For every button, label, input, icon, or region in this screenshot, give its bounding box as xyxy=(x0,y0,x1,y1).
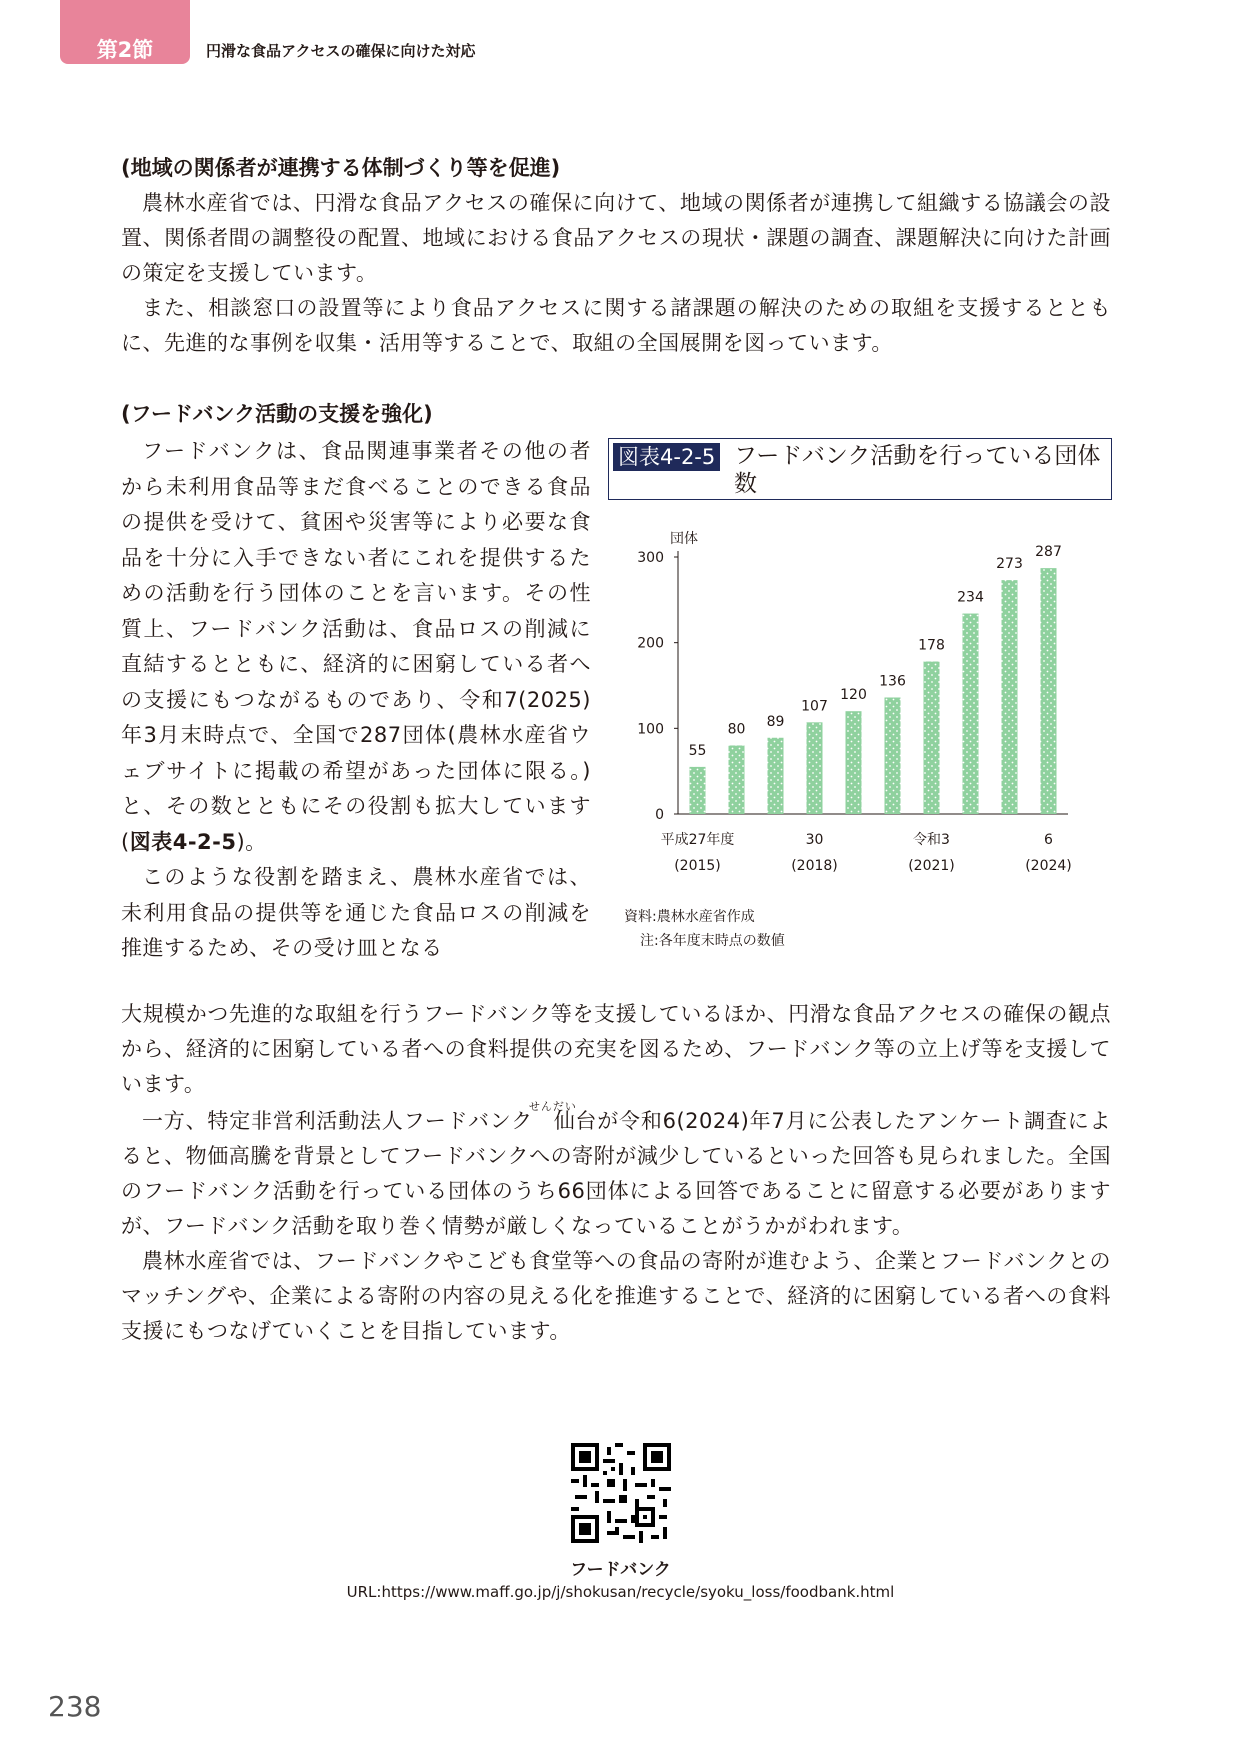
y-tick-label: 0 xyxy=(655,807,664,823)
bar-chart xyxy=(608,512,1078,892)
figure-label: 図表4-2-5 xyxy=(613,443,720,471)
bar xyxy=(729,745,745,814)
bar xyxy=(924,662,940,814)
section-tab-label: 第2節 xyxy=(96,38,154,62)
data-label: 107 xyxy=(801,698,828,715)
y-tick-label: 300 xyxy=(637,550,664,566)
ruby-word: せんだい 仙台 xyxy=(533,1104,597,1139)
ruby-reading: せんだい xyxy=(528,1100,577,1113)
body-continued xyxy=(121,997,1111,1349)
data-label: 234 xyxy=(957,589,984,606)
y-axis-title: 団体 xyxy=(670,531,698,547)
paragraph: 一方、特定非営利活動法人フードバンク せんだい 仙台が令和6(2024)年7月に公表したアンケート調査によると、物価高騰を背景としてフードバンクへの寄附が減少しているといった回答も見られました。全国のフードバンク活動を行っている団体のうち66団体による回答であることに留意する必要がありますが、フードバンク活動を取り巻く情勢が厳しくなっていることがうかがわれます。 xyxy=(121,1104,1111,1244)
paragraph: また、相談窓口の設置等により食品アクセスに関する諸課題の解決のための取組を支援するとともに、先進的な事例を収集・活用等することで、取組の全国展開を図っています。 xyxy=(121,296,1111,355)
figure-note: 注:各年度末時点の数値 xyxy=(640,933,785,949)
data-label: 273 xyxy=(996,556,1023,573)
y-tick-label: 200 xyxy=(637,635,664,652)
bar xyxy=(768,738,784,814)
x-tick-sublabel: (2024) xyxy=(1025,858,1072,874)
x-tick-label: 平成27年度 xyxy=(660,832,735,848)
section-regional-collaboration xyxy=(121,150,1111,361)
section-tab xyxy=(60,0,190,64)
wrapped-text-column xyxy=(121,434,591,967)
section-heading: (地域の関係者が連携する体制づくり等を促進) xyxy=(121,156,561,180)
bar xyxy=(963,614,979,814)
section-title: 円滑な食品アクセスの確保に向けた対応 xyxy=(206,42,476,60)
url-link[interactable]: URL:https://www.maff.go.jp/j/shokusan/recycle/syoku_loss/foodbank.html xyxy=(346,1583,895,1601)
paragraph: 大規模かつ先進的な取組を行うフードバンク等を支援しているほか、円滑な食品アクセスの確保の観点から、経済的に困窮している者への食料提供の充実を図るため、フードバンク等の立上げ等を支援しています。 xyxy=(121,1002,1111,1096)
data-label: 89 xyxy=(766,713,785,730)
x-tick-sublabel: (2018) xyxy=(791,858,838,874)
x-tick-label: 令和3 xyxy=(913,832,950,848)
section-heading: (フードバンク活動の支援を強化) xyxy=(121,402,433,426)
data-label: 80 xyxy=(727,721,746,738)
bar xyxy=(1002,580,1018,814)
paragraph: フードバンクは、食品関連事業者その他の者から未利用食品等まだ食べることのできる食品の提供を受けて、貧困や災害等により必要な食品を十分に入手できない者にこれを提供するための活動を行う団体のことを言います。その性質上、フードバンク活動は、食品ロスの削減に直結するとともに、経済的に困窮している者への支援にもつながるものであり、令和7(2025)年3月末時点で、全国で287団体(農林水産省ウェブサイトに掲載の希望があった団体に限る。)と、その数とともにその役割も拡大しています(図表4-2-5)。 xyxy=(121,439,591,854)
data-label: 178 xyxy=(918,637,945,654)
qr-code-icon[interactable] xyxy=(571,1443,671,1543)
page-number: 238 xyxy=(48,1690,102,1723)
bar xyxy=(1041,568,1057,814)
qr-label: フードバンク xyxy=(570,1560,671,1580)
data-label: 136 xyxy=(879,673,906,690)
section-foodbank-heading xyxy=(121,396,1111,432)
bar xyxy=(690,767,706,814)
figure-title: フードバンク活動を行っている団体数 xyxy=(734,443,1101,497)
data-label: 120 xyxy=(840,687,867,704)
bar xyxy=(846,711,862,814)
x-tick-label: 30 xyxy=(805,832,824,848)
paragraph: 農林水産省では、円滑な食品アクセスの確保に向けて、地域の関係者が連携して組織する協議会の設置、関係者間の調整役の配置、地域における食品アクセスの現状・課題の調査、課題解決に向けた計画の策定を支援しています。 xyxy=(121,191,1111,285)
figure-source: 資料:農林水産省作成 xyxy=(624,909,755,925)
figure-reference: 図表4-2-5 xyxy=(129,829,237,854)
x-tick-sublabel: (2015) xyxy=(674,858,721,874)
data-label: 55 xyxy=(688,742,707,759)
paragraph: 農林水産省では、フードバンクやこども食堂等への食品の寄附が進むよう、企業とフードバンクとのマッチングや、企業による寄附の内容の見える化を推進することで、経済的に困窮している者への食料支援にもつなげていくことを目指しています。 xyxy=(121,1249,1111,1343)
x-tick-label: 6 xyxy=(1044,832,1053,848)
y-tick-label: 100 xyxy=(637,721,664,738)
bar xyxy=(807,722,823,814)
paragraph: このような役割を踏まえ、農林水産省では、未利用食品の提供等を通じた食品ロスの削減を推進するため、その受け皿となる xyxy=(121,865,591,960)
figure-caption-box xyxy=(608,438,1112,500)
x-tick-sublabel: (2021) xyxy=(908,858,955,874)
data-label: 287 xyxy=(1035,544,1062,561)
bar xyxy=(885,697,901,814)
